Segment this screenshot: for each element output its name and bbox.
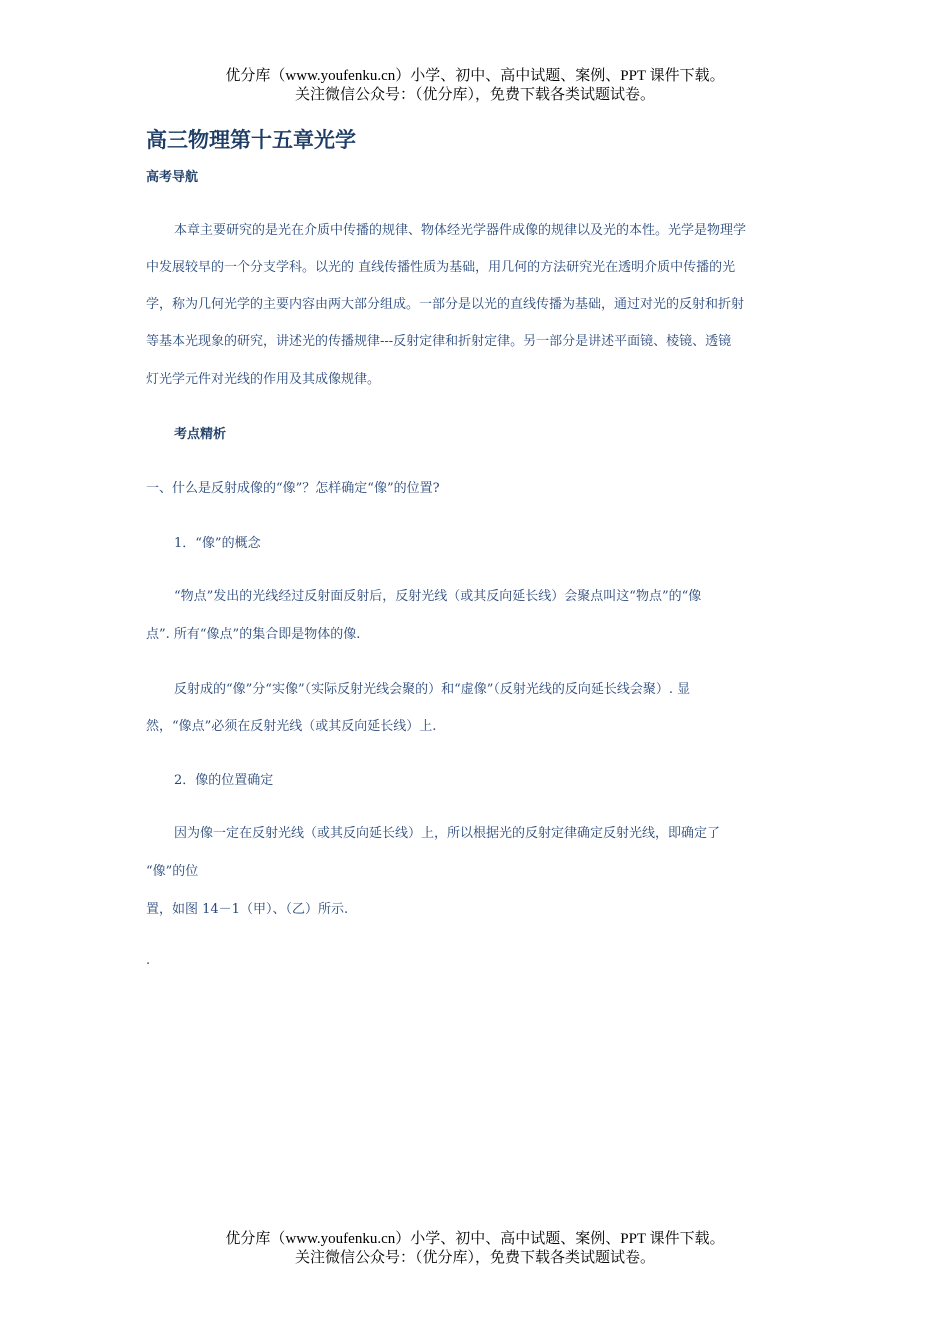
paragraph-line: “像”的位	[146, 864, 199, 879]
section-heading-kaodian: 考点精析	[174, 427, 227, 442]
intro-line: 本章主要研究的是光在介质中传播的规律、物体经光学器件成像的规律以及光的本性。光学是物理学	[174, 223, 747, 238]
item-2-heading: 2．像的位置确定	[174, 773, 274, 788]
paragraph-line: 因为像一定在反射光线（或其反向延长线）上，所以根据光的反射定律确定反射光线，即确定了	[174, 826, 721, 841]
paragraph-line: 反射成的“像”分“实像”（实际反射光线会聚的）和“虚像”（反射光线的反向延长线会聚）. 显	[174, 682, 691, 697]
stray-dot: .	[146, 953, 151, 968]
footer-line-2: 关注微信公众号：（优分库），免费下载各类试题试卷。	[294, 1250, 655, 1266]
intro-line: 等基本光现象的研究，讲述光的传播规律---反射定律和折射定律。另一部分是讲述平面镜、棱镜、透镜	[146, 334, 732, 349]
question-1: 一、什么是反射成像的“像”？怎样确定“像”的位置?	[146, 481, 440, 496]
footer-line-1: 优分库（www.youfenku.cn）小学、初中、高中试题、案例、PPT 课件下载。	[225, 1231, 725, 1247]
header-line-2: 关注微信公众号：（优分库），免费下载各类试题试卷。	[294, 87, 655, 103]
paragraph-line: 点”. 所有“像点”的集合即是物体的像.	[146, 627, 361, 642]
header-line-1: 优分库（www.youfenku.cn）小学、初中、高中试题、案例、PPT 课件下载。	[225, 68, 725, 84]
paragraph-line: “物点”发出的光线经过反射面反射后，反射光线（或其反向延长线）会聚点叫这“物点”的“像	[174, 589, 702, 604]
document-title: 高三物理第十五章光学	[146, 127, 356, 152]
section-heading-gaokao: 高考导航	[146, 170, 199, 185]
item-1-heading: 1．“像”的概念	[174, 536, 261, 551]
intro-line: 中发展较早的一个分支学科。以光的 直线传播性质为基础，用几何的方法研究光在透明介质中传播的光	[146, 260, 736, 275]
intro-line: 学，称为几何光学的主要内容由两大部分组成。一部分是以光的直线传播为基础，通过对光的反射和折射	[146, 297, 745, 312]
paragraph-line: 置，如图 14－1（甲）、（乙）所示.	[146, 902, 349, 917]
intro-line: 灯光学元件对光线的作用及其成像规律。	[146, 372, 381, 387]
paragraph-line: 然，“像点”必须在反射光线（或其反向延长线）上.	[146, 719, 437, 734]
